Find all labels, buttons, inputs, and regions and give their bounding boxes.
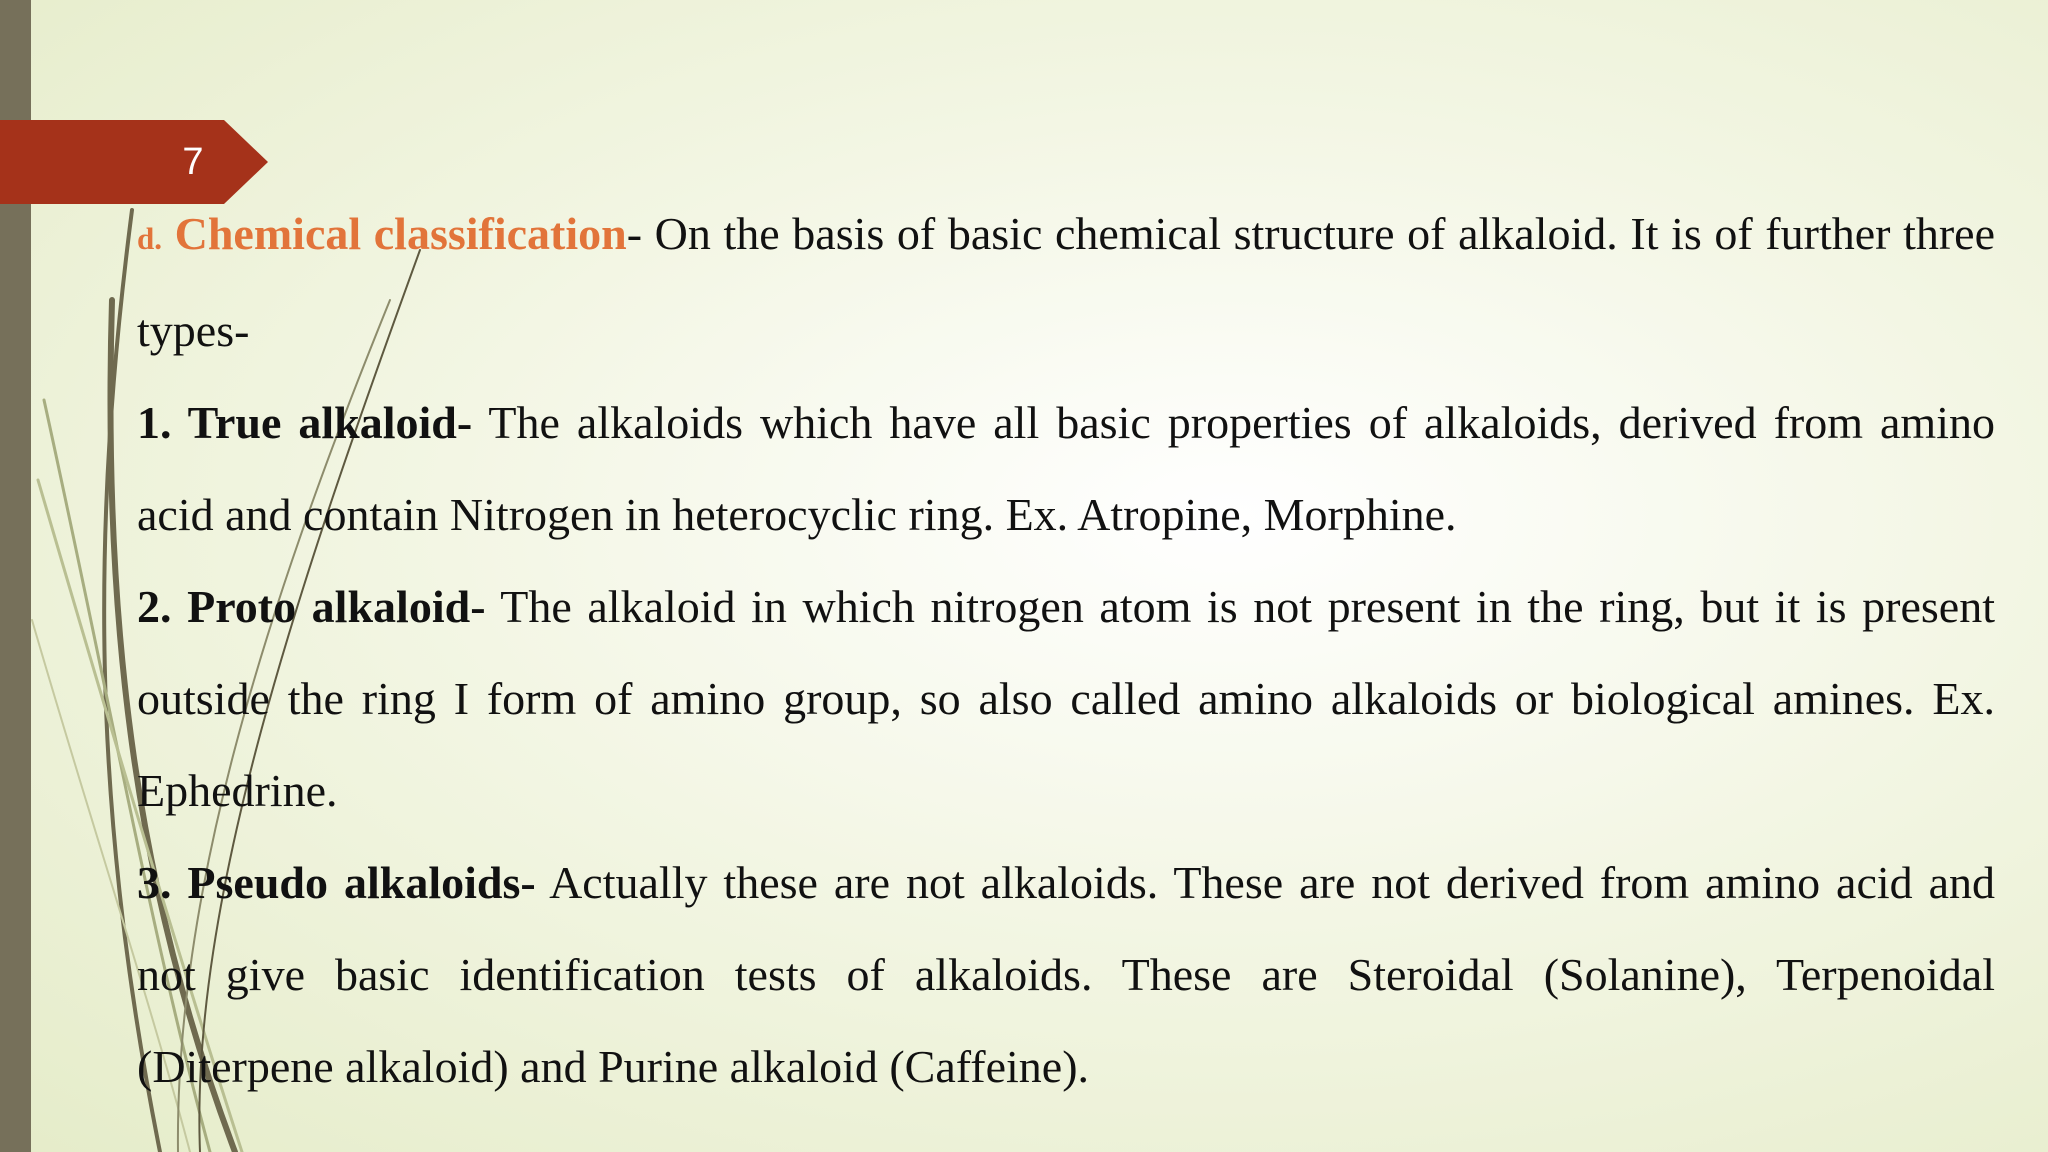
slide-number: 7 bbox=[182, 141, 204, 183]
heading-title: Chemical classification bbox=[174, 208, 627, 259]
list-item-proto-alkaloid bbox=[137, 561, 1995, 837]
item-label: 1. True alkaloid- bbox=[137, 397, 473, 448]
item-text: The alkaloid in which nitrogen atom is not present in the ring, but it is present outside the ring I form of amino group, so also called amino alkaloids or biological amines. Ex. Ephedrine. bbox=[137, 581, 1996, 816]
item-text: Actually these are not alkaloids. These are not derived from amino acid and not give basic identification tests of alkaloids. These are Steroidal (Solanine), Terpenoidal (Diterpene alkaloid) and Purine alkaloid (Caffeine). bbox=[137, 857, 1995, 1092]
item-label: 2. Proto alkaloid- bbox=[137, 581, 486, 632]
heading-paragraph bbox=[137, 188, 1995, 377]
heading-letter: d. bbox=[137, 221, 162, 256]
slide-content bbox=[137, 188, 1995, 1113]
item-text: The alkaloids which have all basic properties of alkaloids, derived from amino acid and contain Nitrogen in heterocyclic ring. Ex. Atropine, Morphine. bbox=[137, 397, 1995, 540]
list-item-pseudo-alkaloids bbox=[137, 837, 1995, 1113]
list-item-true-alkaloid bbox=[137, 377, 1995, 561]
heading-text: - On the basis of basic chemical structure of alkaloid. It is of further three types- bbox=[137, 208, 1996, 356]
item-label: 3. Pseudo alkaloids- bbox=[137, 857, 536, 908]
